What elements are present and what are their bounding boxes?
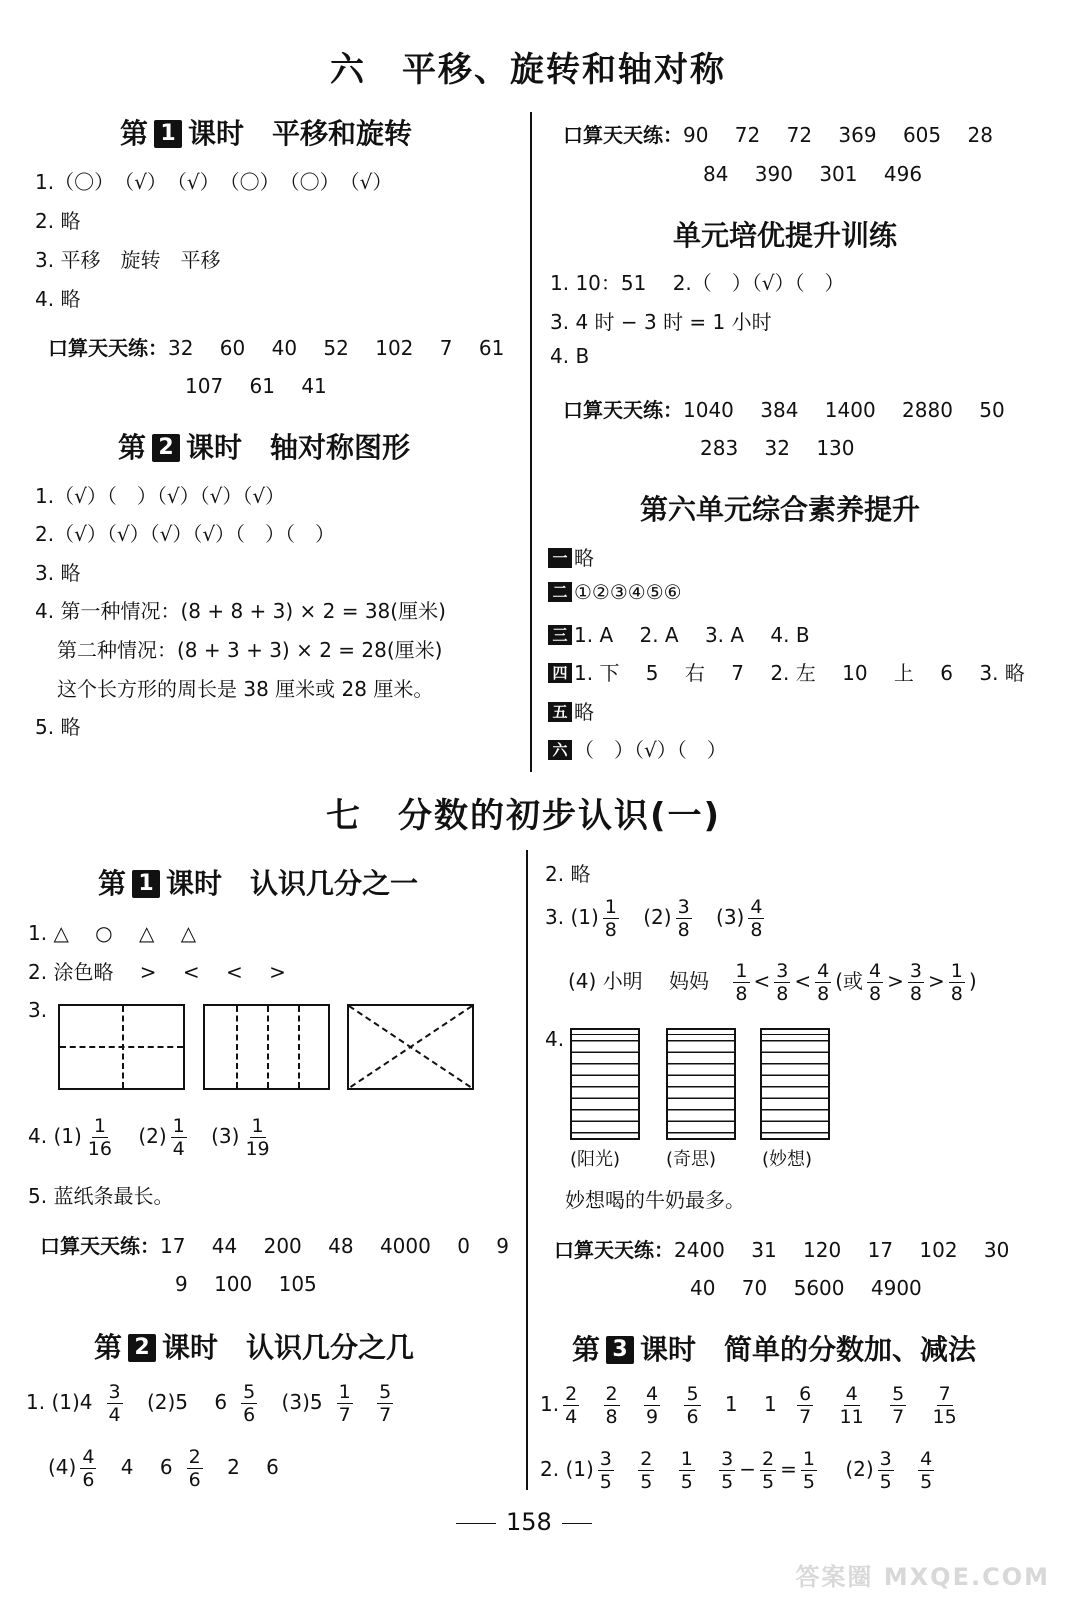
section-text: 1. A 2. A 3. A 4. B (574, 623, 810, 647)
q-text: (或 (835, 969, 864, 993)
answer-line: 4. 第一种情况：(8 + 8 + 3) × 2 = 38(厘米) (35, 599, 446, 623)
numerator: 1 (802, 1448, 815, 1470)
numerator: 4 (845, 1383, 858, 1405)
lesson-name: 简单的分数加、减法 (724, 1333, 977, 1366)
calc-practice (563, 119, 993, 148)
fraction (949, 960, 965, 1005)
q-label: 2. (1) (540, 1457, 594, 1481)
lesson-title (572, 1328, 976, 1368)
numerator: 3 (721, 1448, 734, 1470)
fraction (878, 1448, 894, 1493)
fraction (815, 960, 831, 1005)
q-text: 1. (1)4 (26, 1390, 93, 1414)
q-text: 4 6 (120, 1455, 173, 1479)
numerator: 7 (938, 1383, 951, 1405)
section-badge: 四 (548, 663, 572, 683)
fraction (748, 896, 764, 941)
fraction (241, 1381, 257, 1426)
denominator: 4 (565, 1406, 578, 1428)
calc-values: 283 32 130 (700, 436, 855, 460)
numerator: 3 (599, 1448, 612, 1470)
answer-line: 3. 平移 旋转 平移 (35, 248, 221, 272)
section-text: 略 (574, 700, 594, 724)
cup-label: (阳光) (570, 1149, 621, 1170)
calc-label: 口算天天练： (40, 1234, 160, 1258)
fraction (563, 1383, 579, 1428)
lesson-number-badge: 2 (128, 1334, 156, 1362)
calc-label: 口算天天练： (48, 336, 168, 360)
denominator: 5 (721, 1471, 734, 1493)
q-text: (2)5 6 (146, 1390, 228, 1414)
q-text: (3)5 (281, 1390, 323, 1414)
denominator: 8 (869, 983, 882, 1005)
fraction (801, 1448, 817, 1493)
numerator: 4 (750, 896, 763, 918)
numerator: 5 (686, 1383, 699, 1405)
numerator: 1 (735, 960, 748, 982)
section-badge: 一 (548, 548, 572, 568)
numerator: 5 (892, 1383, 905, 1405)
column-divider (526, 850, 528, 1490)
cup-label: (妙想) (762, 1149, 813, 1170)
section-title: 第六单元综合素养提升 (640, 493, 921, 526)
answer-line: 3. 略 (35, 561, 81, 585)
calc-values: 17 44 200 48 4000 0 9 (160, 1234, 510, 1258)
denominator: 5 (599, 1471, 612, 1493)
numerator: 1 (251, 1115, 264, 1137)
denominator: 5 (680, 1471, 693, 1493)
calc-practice (40, 1230, 509, 1259)
denominator: 5 (762, 1471, 775, 1493)
lesson-title (120, 112, 412, 152)
lesson-title (94, 1326, 414, 1366)
q-label: (4) (48, 1455, 77, 1479)
fraction (598, 1448, 614, 1493)
denominator: 7 (799, 1406, 812, 1428)
section-badge: 三 (548, 625, 572, 645)
calc-values: 84 390 301 496 (703, 162, 923, 186)
answer-line-fractions (26, 1381, 397, 1426)
column-divider (530, 112, 532, 772)
calc-values: 107 61 41 (185, 374, 327, 398)
section-answer (548, 542, 594, 571)
numerator: 2 (640, 1448, 653, 1470)
answer-line-fractions (48, 1446, 279, 1491)
denominator: 5 (920, 1471, 933, 1493)
fraction (187, 1446, 203, 1491)
calc-label: 口算天天练： (554, 1238, 674, 1262)
q-label: (3) (716, 905, 745, 929)
numerator: 5 (379, 1381, 392, 1403)
lesson-suffix: 课时 (640, 1333, 697, 1366)
lesson-title (98, 862, 418, 902)
denominator: 7 (892, 1406, 905, 1428)
section-text: 1. 下 5 右 7 2. 左 10 上 6 3. 略 (574, 661, 1025, 685)
denominator: 11 (839, 1406, 864, 1428)
q-label: 3. (1) (545, 905, 599, 929)
rect-quarters (58, 1004, 185, 1090)
lesson-name: 轴对称图形 (270, 431, 411, 464)
fraction (604, 1383, 620, 1428)
answer-line: 3. (28, 998, 48, 1022)
section-answer (548, 696, 594, 725)
fraction (719, 1448, 735, 1493)
calc-practice (563, 394, 1005, 423)
fraction (838, 1383, 866, 1428)
section-text: （ ）（√）（ ） (574, 738, 727, 762)
q-label: (3) (211, 1124, 240, 1148)
denominator: 9 (646, 1406, 659, 1428)
numerator: 1 (93, 1115, 106, 1137)
numerator: 4 (82, 1446, 95, 1468)
calc-values: 90 72 72 369 605 28 (683, 123, 993, 147)
numerator: 1 (604, 896, 617, 918)
answer-line: 2. 略 (35, 209, 81, 233)
lesson-number-badge: 1 (132, 870, 160, 898)
numerator: 3 (776, 960, 789, 982)
numerator: 1 (680, 1448, 693, 1470)
diagonal-lines (349, 1006, 472, 1088)
lesson-name: 认识几分之一 (250, 867, 419, 900)
section-answer (548, 734, 727, 763)
fraction (733, 960, 749, 1005)
q-label: (2) (845, 1457, 874, 1481)
answer-line-fractions: (4) 小明 妈妈 $\frac{1}{8}$ < $\frac{3}{8}$ < $\frac{4}{8}$ (或 $\frac{4}{8}$ > $\frac{3}{8}$ > $\frac{1}{8}$ ) (568, 960, 977, 1005)
answer-line-fractions (545, 896, 768, 941)
lesson-title (118, 426, 410, 466)
fraction (644, 1383, 660, 1428)
fraction (107, 1381, 123, 1426)
fraction (86, 1115, 114, 1160)
fraction (684, 1383, 700, 1428)
fraction (760, 1448, 776, 1493)
calc-label: 口算天天练： (563, 123, 683, 147)
lesson-prefix: 第 (120, 117, 149, 150)
denominator: 5 (802, 1471, 815, 1493)
milk-cup (570, 1028, 640, 1140)
calc-values: 9 100 105 (175, 1272, 317, 1296)
answer-line: 2. 涂色略 > < < > (28, 960, 286, 984)
denominator: 8 (909, 983, 922, 1005)
numerator: 4 (869, 960, 882, 982)
denominator: 7 (379, 1404, 392, 1426)
lesson-name: 认识几分之几 (246, 1331, 415, 1364)
numerator: 3 (879, 1448, 892, 1470)
denominator: 6 (82, 1469, 95, 1491)
fraction (676, 896, 692, 941)
unit7-title: 七 分数的初步认识(一) (326, 796, 722, 836)
numerator: 4 (817, 960, 830, 982)
calc-practice (48, 332, 504, 361)
numerator: 3 (909, 960, 922, 982)
fraction (908, 960, 924, 1005)
lesson-suffix: 课时 (162, 1331, 219, 1364)
denominator: 5 (879, 1471, 892, 1493)
denominator: 16 (87, 1138, 112, 1160)
fraction (377, 1381, 393, 1426)
fraction (890, 1383, 906, 1428)
fraction (638, 1448, 654, 1493)
fraction (918, 1448, 934, 1493)
page-footer (456, 1508, 592, 1536)
answer-line-fractions: 2. (1) $\frac{3}{5}$ $\frac{2}{5}$ $\frac{1}{5}$ $\frac{3}{5}$ − $\frac{2}{5}$ = $\frac{1}{5}$ (2) $\frac{3}{5}$ $\frac{4}{5}$ (540, 1448, 933, 1493)
calc-values: 2400 31 120 17 102 30 (674, 1238, 1010, 1262)
calc-label: 口算天天练： (563, 398, 683, 422)
denominator: 6 (686, 1406, 699, 1428)
section-badge: 六 (548, 740, 572, 760)
numerator: 2 (605, 1383, 618, 1405)
calc-values: 1040 384 1400 2880 50 (683, 398, 1005, 422)
denominator: 19 (245, 1138, 270, 1160)
calc-values: 40 70 5600 4900 (690, 1276, 922, 1300)
lesson-number-badge: 1 (154, 120, 182, 148)
lesson-prefix: 第 (94, 1331, 123, 1364)
q-label: (2) (138, 1124, 167, 1148)
denominator: 15 (932, 1406, 957, 1428)
lesson-number-badge: 2 (152, 434, 180, 462)
fraction (243, 1115, 271, 1160)
answer-line: 5. 略 (35, 715, 81, 739)
numerator: 1 (338, 1381, 351, 1403)
section-badge: 二 (548, 582, 572, 602)
answer-line: 2.（√）（√）（√）（√）（ ）（ ） (35, 522, 336, 546)
q-text: (4) 小明 妈妈 (568, 969, 710, 993)
lesson-prefix: 第 (572, 1333, 601, 1366)
lesson-name: 平移和旋转 (272, 117, 413, 150)
unit6-title: 六 平移、旋转和轴对称 (330, 50, 726, 90)
section-answer (548, 619, 810, 648)
denominator: 6 (243, 1404, 256, 1426)
answer-line: 3. 4 时 − 3 时 = 1 小时 (550, 310, 772, 334)
fraction (867, 960, 883, 1005)
answer-line: 5. 蓝纸条最长。 (28, 1184, 174, 1208)
answer-line: 1. 10：51 2.（ ）（√）（ ） (550, 271, 845, 295)
section-answer (548, 580, 682, 604)
milk-cup (666, 1028, 736, 1140)
section-text: ①②③④⑤⑥ (574, 580, 682, 604)
denominator: 8 (950, 983, 963, 1005)
numerator: 3 (108, 1381, 121, 1403)
fraction (171, 1115, 187, 1160)
q-text: 2 6 (227, 1455, 279, 1479)
denominator: 4 (172, 1138, 185, 1160)
answer-line: 第二种情况：(8 + 3 + 3) × 2 = 28(厘米) (57, 638, 443, 662)
numerator: 3 (677, 896, 690, 918)
section-badge: 五 (548, 702, 572, 722)
denominator: 8 (776, 983, 789, 1005)
q-text: 1 1 (724, 1392, 777, 1416)
calc-values: 32 60 40 52 102 7 61 (168, 336, 505, 360)
answer-line: 4. 略 (35, 287, 81, 311)
q-label: 1. (540, 1392, 560, 1416)
answer-line: 4. B (550, 344, 590, 368)
answer-line: 妙想喝的牛奶最多。 (565, 1188, 745, 1212)
denominator: 8 (677, 919, 690, 941)
denominator: 8 (735, 983, 748, 1005)
numerator: 6 (799, 1383, 812, 1405)
answer-line: 这个长方形的周长是 38 厘米或 28 厘米。 (57, 677, 434, 701)
fraction (931, 1383, 959, 1428)
q-label: 4. (1) (28, 1124, 82, 1148)
answer-line: 1.（〇） （√） （√） （〇） （〇） （√） (35, 170, 393, 194)
answer-line-fractions (28, 1115, 276, 1160)
answer-line: 1.（√）（ ）（√）（√）（√） (35, 484, 286, 508)
denominator: 4 (108, 1404, 121, 1426)
answer-line: 2. 略 (545, 862, 591, 886)
answer-line-fractions (540, 1383, 963, 1428)
lesson-number-badge: 3 (606, 1336, 634, 1364)
answer-line: 1. △ ○ △ △ (28, 921, 197, 945)
denominator: 6 (188, 1469, 201, 1491)
denominator: 7 (338, 1404, 351, 1426)
numerator: 5 (243, 1381, 256, 1403)
rect-diagonals (347, 1004, 474, 1090)
lesson-prefix: 第 (118, 431, 147, 464)
section-answer (548, 657, 1025, 686)
fraction (797, 1383, 813, 1428)
denominator: 8 (750, 919, 763, 941)
cup-label: (奇思) (666, 1149, 717, 1170)
section-title: 单元培优提升训练 (673, 219, 898, 252)
lesson-prefix: 第 (98, 867, 127, 900)
denominator: 8 (604, 919, 617, 941)
rect-vertical-quarters (203, 1004, 330, 1090)
numerator: 2 (762, 1448, 775, 1470)
numerator: 4 (920, 1448, 933, 1470)
numerator: 4 (646, 1383, 659, 1405)
numerator: 1 (172, 1115, 185, 1137)
footer-rule (456, 1523, 496, 1524)
calc-practice (554, 1234, 1009, 1263)
numerator: 2 (565, 1383, 578, 1405)
lesson-suffix: 课时 (186, 431, 243, 464)
lesson-suffix: 课时 (166, 867, 223, 900)
denominator: 8 (817, 983, 830, 1005)
denominator: 5 (640, 1471, 653, 1493)
answer-line: 4. (545, 1027, 565, 1051)
lesson-suffix: 课时 (188, 117, 245, 150)
footer-rule (562, 1523, 592, 1524)
fraction (774, 960, 790, 1005)
fraction (80, 1446, 96, 1491)
page-number: 158 (506, 1508, 552, 1536)
q-label: (2) (643, 905, 672, 929)
watermark-logo: 答案圈 MXQE.COM (795, 1563, 1050, 1591)
numerator: 1 (950, 960, 963, 982)
numerator: 2 (188, 1446, 201, 1468)
fraction (679, 1448, 695, 1493)
fraction (337, 1381, 353, 1426)
milk-cup (760, 1028, 830, 1140)
section-text: 略 (574, 546, 594, 570)
denominator: 8 (605, 1406, 618, 1428)
fraction (603, 896, 619, 941)
